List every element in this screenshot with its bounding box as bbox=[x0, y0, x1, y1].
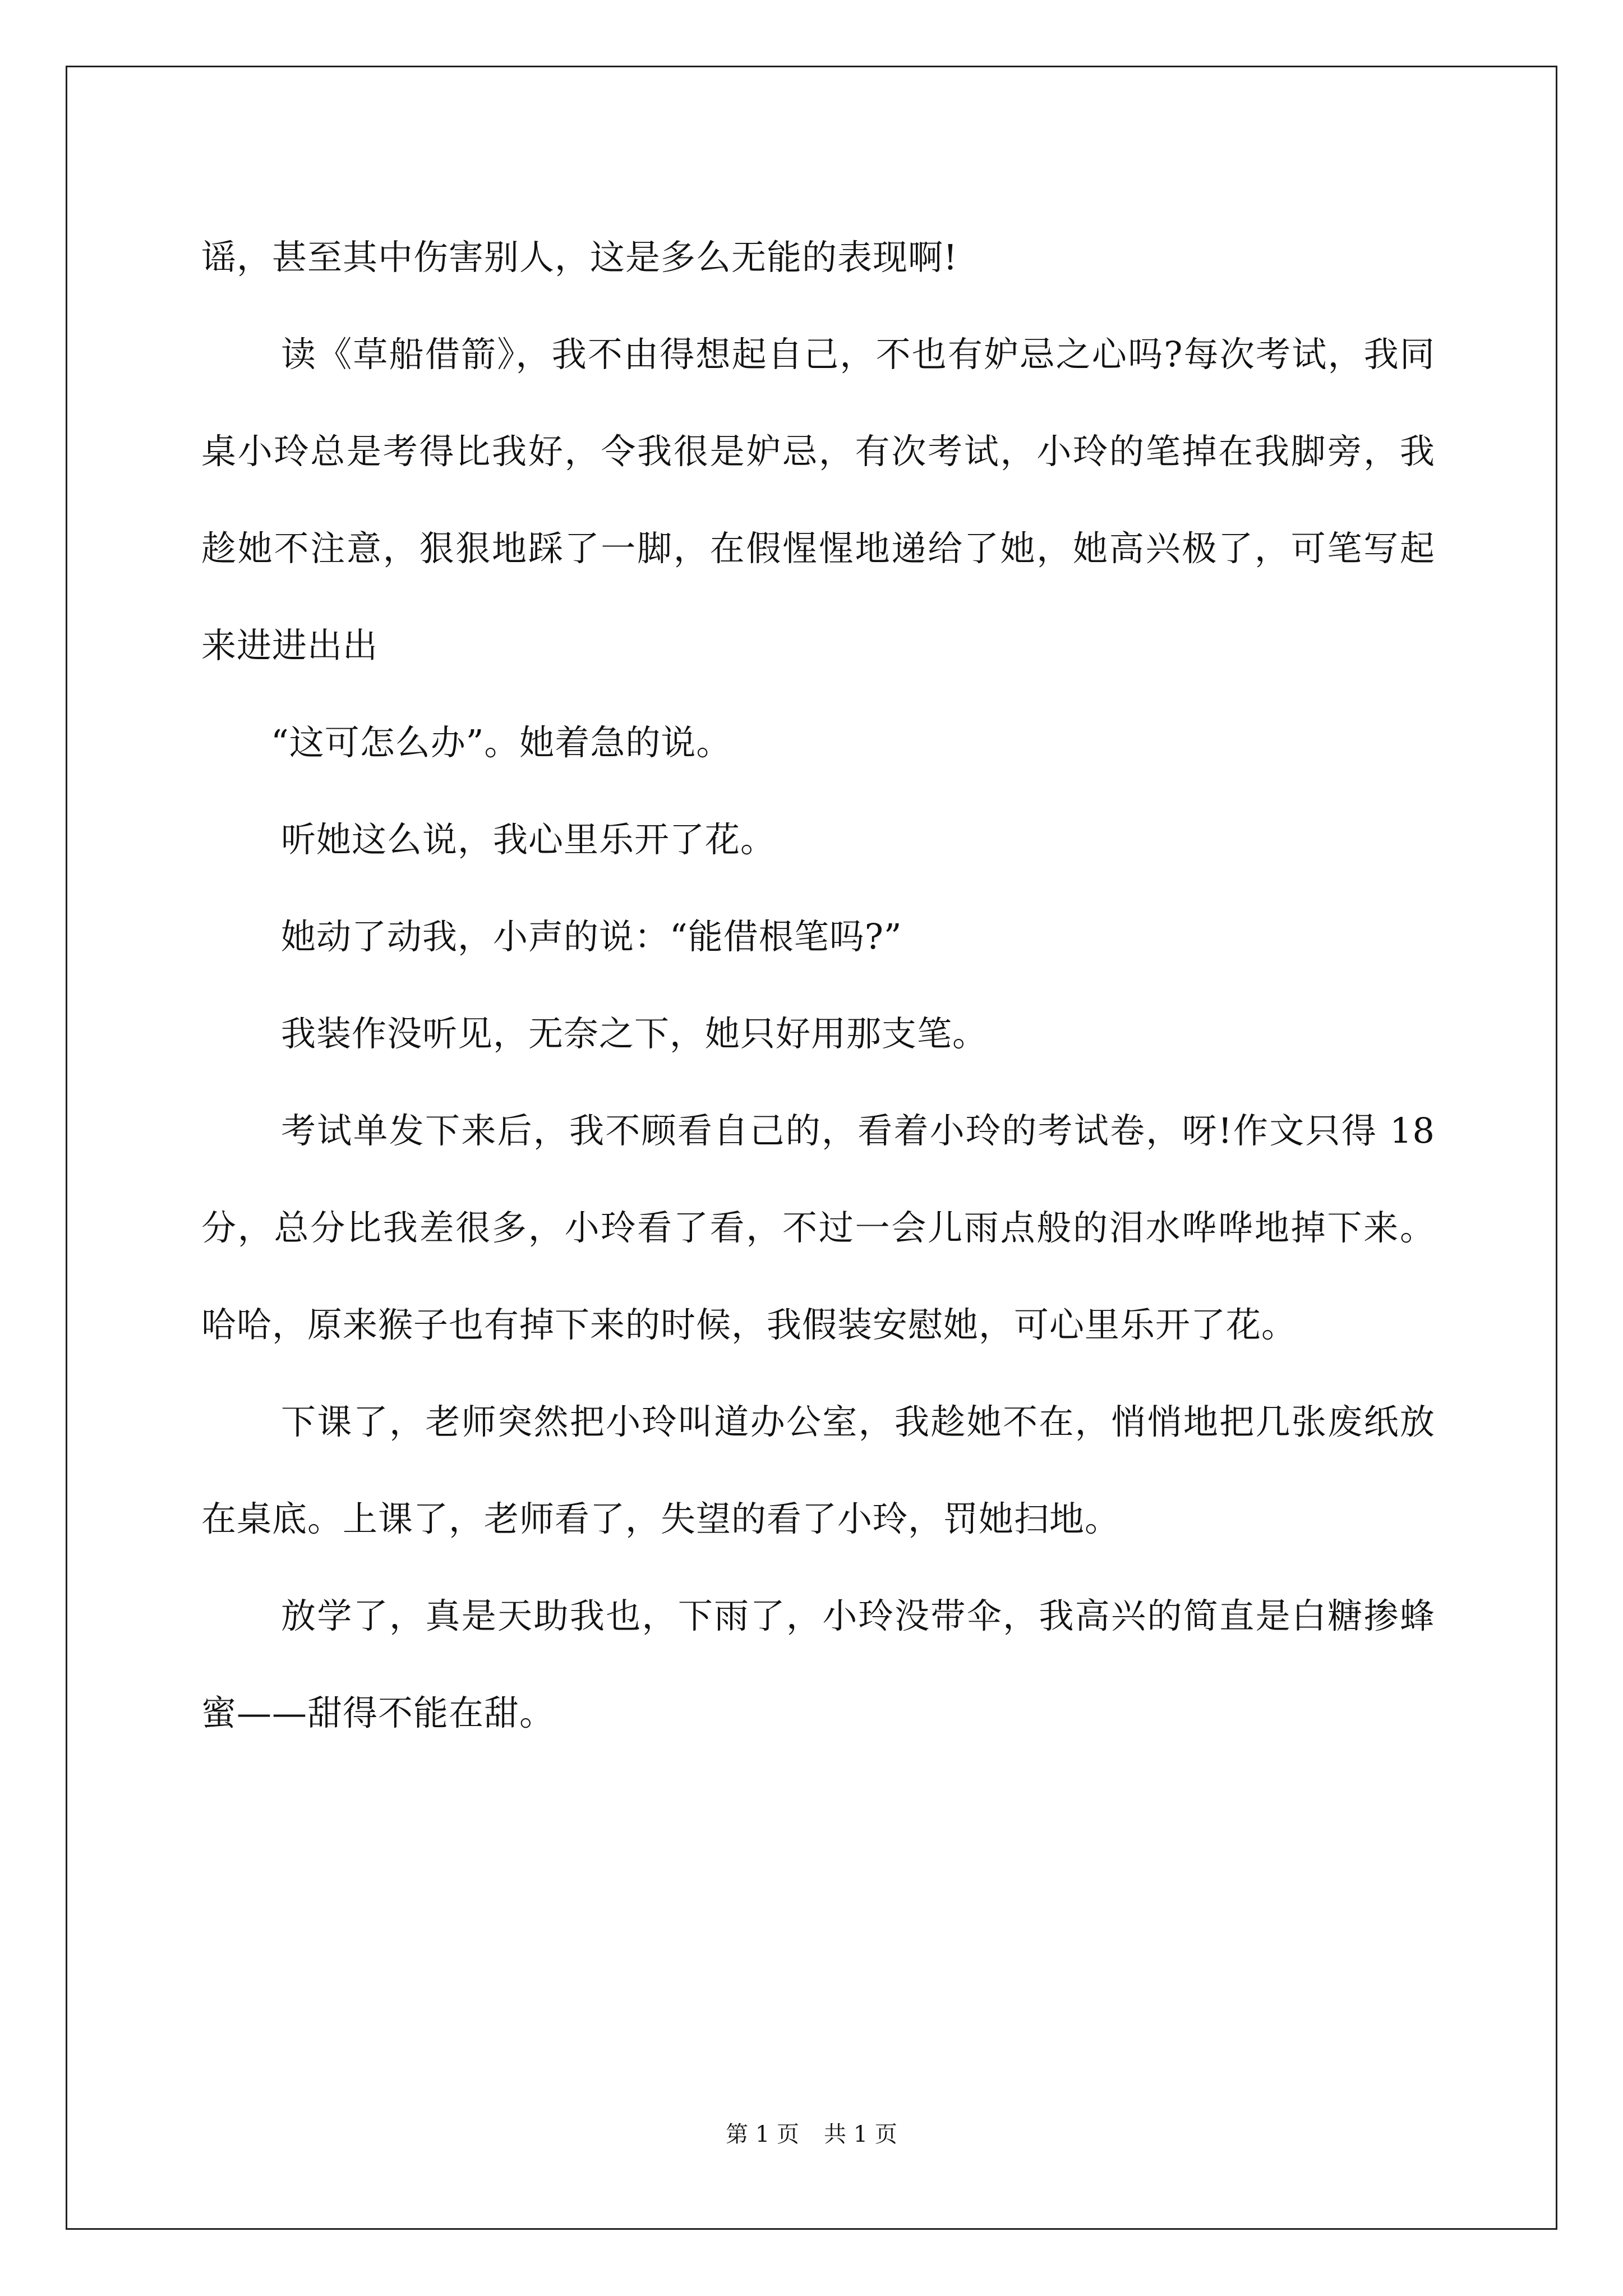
paragraph-9: 放学了，真是天助我也，下雨了，小玲没带伞，我高兴的简直是白糖掺蜂蜜——甜得不能在甜。 bbox=[201, 1595, 1435, 1733]
paragraph-4: 听她这么说，我心里乐开了花。 bbox=[281, 819, 776, 860]
paragraph-2: 读《草船借箭》，我不由得想起自己，不也有妒忌之心吗?每次考试，我同桌小玲总是考得比我好，令我很是妒忌，有次考试，小玲的笔掉在我脚旁，我趁她不注意，狠狠地踩了一脚，在假惺惺地递给了她，她高兴极了，可笔写起来进进出出 bbox=[201, 334, 1435, 666]
page-number-total: 共 1 页 bbox=[824, 2122, 897, 2147]
paragraph-7: 考试单发下来后，我不顾看自己的，看着小玲的考试卷，呀!作文只得 18 分，总分比我差很多，小玲看了看，不过一会儿雨点般的泪水哗哗地掉下来。哈哈，原来猴子也有掉下来的时候，我假装安慰她，可心里乐开了花。 bbox=[201, 1110, 1435, 1345]
paragraph-1: 谣，甚至其中伤害别人，这是多么无能的表现啊! bbox=[201, 237, 958, 278]
document-body bbox=[201, 209, 1435, 1761]
paragraph-6: 我装作没听见，无奈之下，她只好用那支笔。 bbox=[281, 1013, 988, 1054]
paragraph-5: 她动了动我，小声的说：“能借根笔吗?” bbox=[281, 916, 902, 957]
paragraph-3: “这可怎么办”。她着急的说。 bbox=[271, 722, 732, 763]
page-footer bbox=[0, 2120, 1623, 2148]
page-number-current: 第 1 页 bbox=[726, 2122, 799, 2147]
paragraph-8: 下课了，老师突然把小玲叫道办公室，我趁她不在，悄悄地把几张废纸放在桌底。上课了，老师看了，失望的看了小玲，罚她扫地。 bbox=[201, 1401, 1435, 1539]
